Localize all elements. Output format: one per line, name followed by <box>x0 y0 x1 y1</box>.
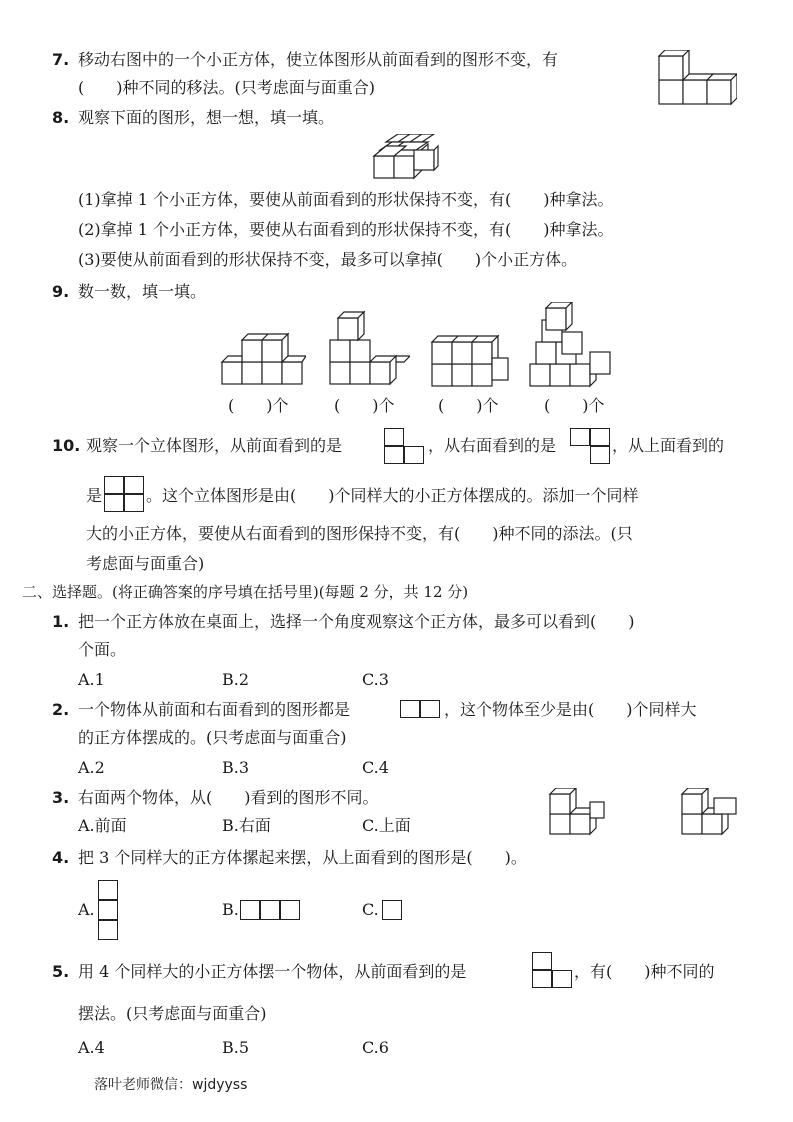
q9-blank-4: ( )个 <box>544 396 605 415</box>
section2-title: 二、选择题。(将正确答案的序号填在括号里)(每题 2 分，共 12 分) <box>22 583 469 601</box>
q8-sub2: (2)拿掉 1 个小正方体，要使从右面看到的形状保持不变，有( )种拿法。 <box>78 220 614 239</box>
q10-text-e: 。这个立体图形是由( )个同样大的小正方体摆成的。添加一个同样 <box>146 486 639 505</box>
q8-sub1: (1)拿掉 1 个小正方体，要使从前面看到的形状保持不变，有( )种拿法。 <box>78 190 614 209</box>
c3-object-1 <box>548 788 608 838</box>
c2-number: 2. <box>52 700 70 719</box>
c2-option-c: C.4 <box>362 758 389 777</box>
c4-text: 把 3 个同样大的正方体摞起来摆，从上面看到的图形是( )。 <box>78 848 527 867</box>
q7-text-line1: 移动右图中的一个小正方体，使立体图形从前面看到的图形不变，有 <box>78 50 559 69</box>
q10-front-view-icon <box>384 428 424 464</box>
c5-option-c: C.6 <box>362 1038 389 1057</box>
q10-text-d: 是 <box>86 486 103 505</box>
c2-text-b: ，这个物体至少是由( )个同样大 <box>444 700 697 719</box>
c2-option-b: B.3 <box>222 758 250 777</box>
c2-text-line2: 的正方体摆成的。(只考虑面与面重合) <box>78 728 347 747</box>
q9-blank-2: ( )个 <box>334 396 395 415</box>
q8-number: 8. <box>52 108 70 127</box>
q9-figure-3 <box>428 326 512 390</box>
q9-blank-3: ( )个 <box>438 396 499 415</box>
q8-sub3: (3)要使从前面看到的形状保持不变，最多可以拿掉( )个小正方体。 <box>78 250 578 269</box>
c3-option-b: B.右面 <box>222 816 271 835</box>
q7-cube-figure <box>655 50 737 108</box>
c4-option-b-label: B. <box>222 900 239 919</box>
q9-figure-1 <box>218 328 306 390</box>
c3-option-a: A.前面 <box>78 816 127 835</box>
c4-option-c-figure <box>382 900 402 920</box>
q10-text-c: ，从上面看到的 <box>612 436 725 455</box>
c4-option-a-figure <box>98 880 118 940</box>
q10-top-view-icon <box>104 476 144 512</box>
q9-blank-1: ( )个 <box>228 396 289 415</box>
q10-text-f: 大的小正方体，要使从右面看到的图形保持不变，有( )种不同的添法。(只 <box>86 524 633 543</box>
q10-number: 10. <box>52 436 81 455</box>
q7-number: 7. <box>52 50 70 69</box>
c1-number: 1. <box>52 612 70 631</box>
c1-text-line1: 把一个正方体放在桌面上，选择一个角度观察这个正方体，最多可以看到( ) <box>78 612 635 631</box>
q9-figure-2 <box>326 310 410 390</box>
c3-number: 3. <box>52 788 70 807</box>
c5-front-view-icon <box>532 952 572 988</box>
q7-text-line2: ( )种不同的移法。(只考虑面与面重合) <box>78 78 375 97</box>
c4-option-c-label: C. <box>362 900 379 919</box>
c5-number: 5. <box>52 962 70 981</box>
c4-option-a-label: A. <box>78 900 95 919</box>
q10-text-a: 观察一个立体图形，从前面看到的是 <box>86 436 343 455</box>
q10-right-view-icon <box>570 428 610 464</box>
c2-option-a: A.2 <box>78 758 105 777</box>
q9-number: 9. <box>52 282 70 301</box>
c5-text-b: ，有( )种不同的 <box>574 962 715 981</box>
c5-text-a: 用 4 个同样大的小正方体摆一个物体，从前面看到的是 <box>78 962 467 981</box>
q10-text-g: 考虑面与面重合) <box>86 554 205 573</box>
c5-option-b: B.5 <box>222 1038 250 1057</box>
c2-text-a: 一个物体从前面和右面看到的图形都是 <box>78 700 351 719</box>
c1-option-c: C.3 <box>362 670 389 689</box>
c4-number: 4. <box>52 848 70 867</box>
c1-option-a: A.1 <box>78 670 105 689</box>
c2-view-icon <box>400 700 440 718</box>
q8-text: 观察下面的图形，想一想，填一填。 <box>78 108 335 127</box>
c3-option-c: C.上面 <box>362 816 411 835</box>
c4-option-b-figure <box>240 900 300 920</box>
c1-option-b: B.2 <box>222 670 250 689</box>
q8-cube-figure <box>372 134 442 182</box>
c3-object-2 <box>680 788 740 838</box>
c1-text-line2: 个面。 <box>78 640 127 659</box>
c5-text-line2: 摆法。(只考虑面与面重合) <box>78 1004 267 1023</box>
c5-option-a: A.4 <box>78 1038 105 1057</box>
footer-contact: 落叶老师微信：wjdyyss <box>94 1077 248 1093</box>
q9-figure-4 <box>526 302 616 390</box>
q10-text-b: ，从右面看到的是 <box>428 436 557 455</box>
c3-text: 右面两个物体，从( )看到的图形不同。 <box>78 788 379 807</box>
q9-text: 数一数，填一填。 <box>78 282 207 301</box>
